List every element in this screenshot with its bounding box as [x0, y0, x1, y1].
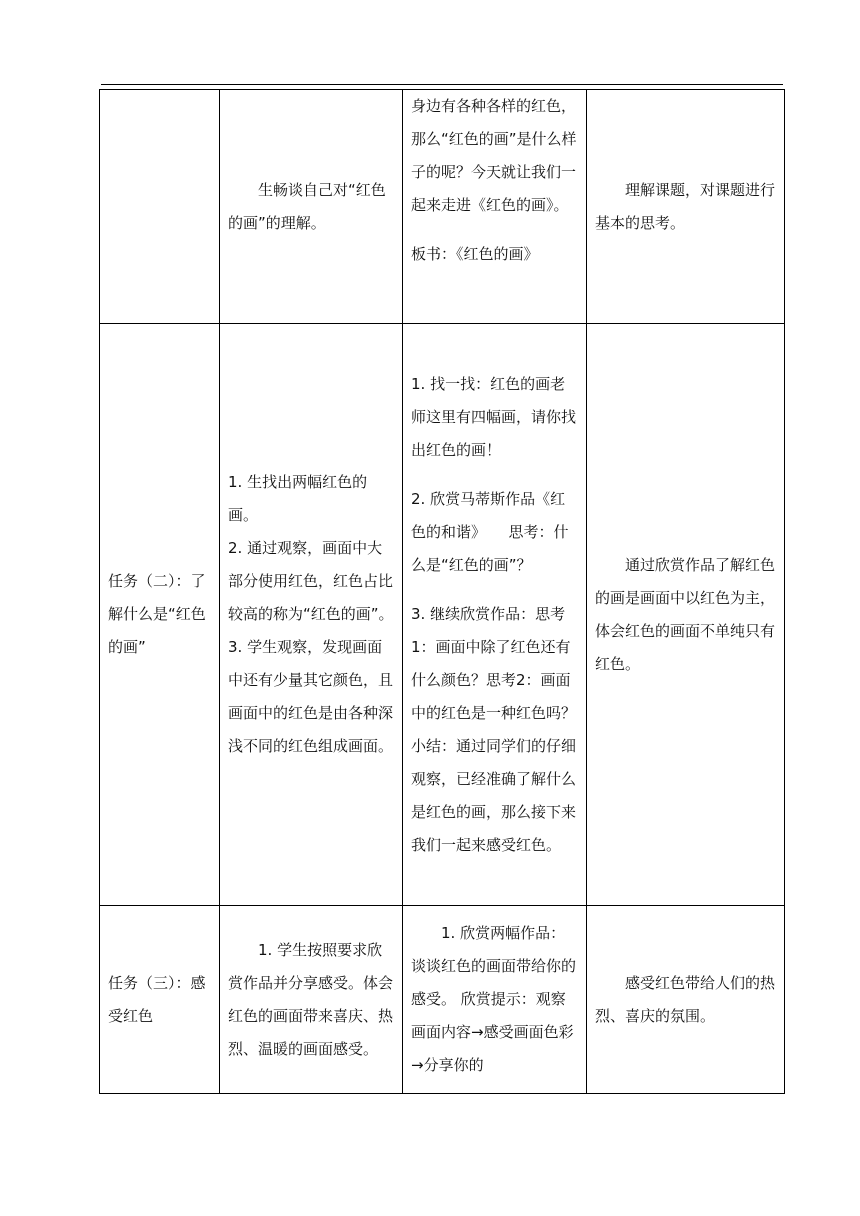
header-rule — [101, 84, 783, 85]
task-text: 任务（二）：了解什么是“红色的画” — [108, 572, 206, 656]
intent-text: 通过欣赏作品了解红色的画是画面中以红色为主，体会红色的画面不单纯只有红色。 — [595, 555, 776, 673]
student-text: 2. 通过观察，画面中大部分使用红色，红色占比较高的称为“红色的画”。 — [228, 539, 394, 623]
student-text: 1. 生找出两幅红色的画。 — [228, 473, 368, 524]
table-row — [100, 906, 785, 1094]
student-activity-cell — [220, 324, 403, 906]
student-activity-cell — [220, 906, 403, 1094]
student-text: 1. 学生按照要求欣赏作品并分享感受。体会红色的画面带来喜庆、热烈、温暖的画面感受。 — [228, 940, 394, 1058]
teacher-text: 2. 欣赏马蒂斯作品《红色的和谐》 思考：什么是“红色的画”？ — [411, 489, 569, 574]
table-row — [100, 90, 785, 324]
student-text: 生畅谈自己对“红色的画”的理解。 — [228, 180, 386, 232]
task-cell — [100, 906, 220, 1094]
design-intent-cell — [587, 906, 785, 1094]
intent-text: 理解课题，对课题进行基本的思考。 — [595, 180, 776, 232]
teacher-activity-cell — [403, 324, 587, 906]
task-cell — [100, 90, 220, 324]
student-activity-cell — [220, 90, 403, 324]
teacher-activity-cell — [403, 90, 587, 324]
lesson-plan-table — [99, 89, 785, 1094]
teacher-text: 1. 找一找：红色的画老师这里有四幅画，请你找出红色的画！ — [411, 374, 577, 459]
teacher-text: 板书：《红色的画》 — [411, 245, 539, 263]
teacher-activity-cell — [403, 906, 587, 1094]
design-intent-cell — [587, 90, 785, 324]
task-text: 任务（三）：感受红色 — [108, 973, 206, 1025]
table-row — [100, 324, 785, 906]
student-text: 3. 学生观察，发现画面中还有少量其它颜色，且画面中的红色是由各种深浅不同的红色组成画面。 — [228, 638, 394, 755]
teacher-text: 1. 欣赏两幅作品：谈谈红色的画面带给你的感受。 欣赏提示：观察画面内容→感受画面色彩→分享你的 — [411, 924, 577, 1074]
design-intent-cell — [587, 324, 785, 906]
task-cell — [100, 324, 220, 906]
intent-text: 感受红色带给人们的热烈、喜庆的氛围。 — [595, 973, 776, 1025]
teacher-text: 身边有各种各样的红色，那么“红色的画”是什么样子的呢？今天就让我们一起来走进《红色的画》。 — [411, 97, 577, 214]
teacher-text: 3. 继续欣赏作品：思考1：画面中除了红色还有什么颜色？思考2：画面中的红色是一种红色吗？小结：通过同学们的仔细观察，已经准确了解什么是红色的画，那么接下来我们一起来感受红色。 — [411, 604, 577, 854]
